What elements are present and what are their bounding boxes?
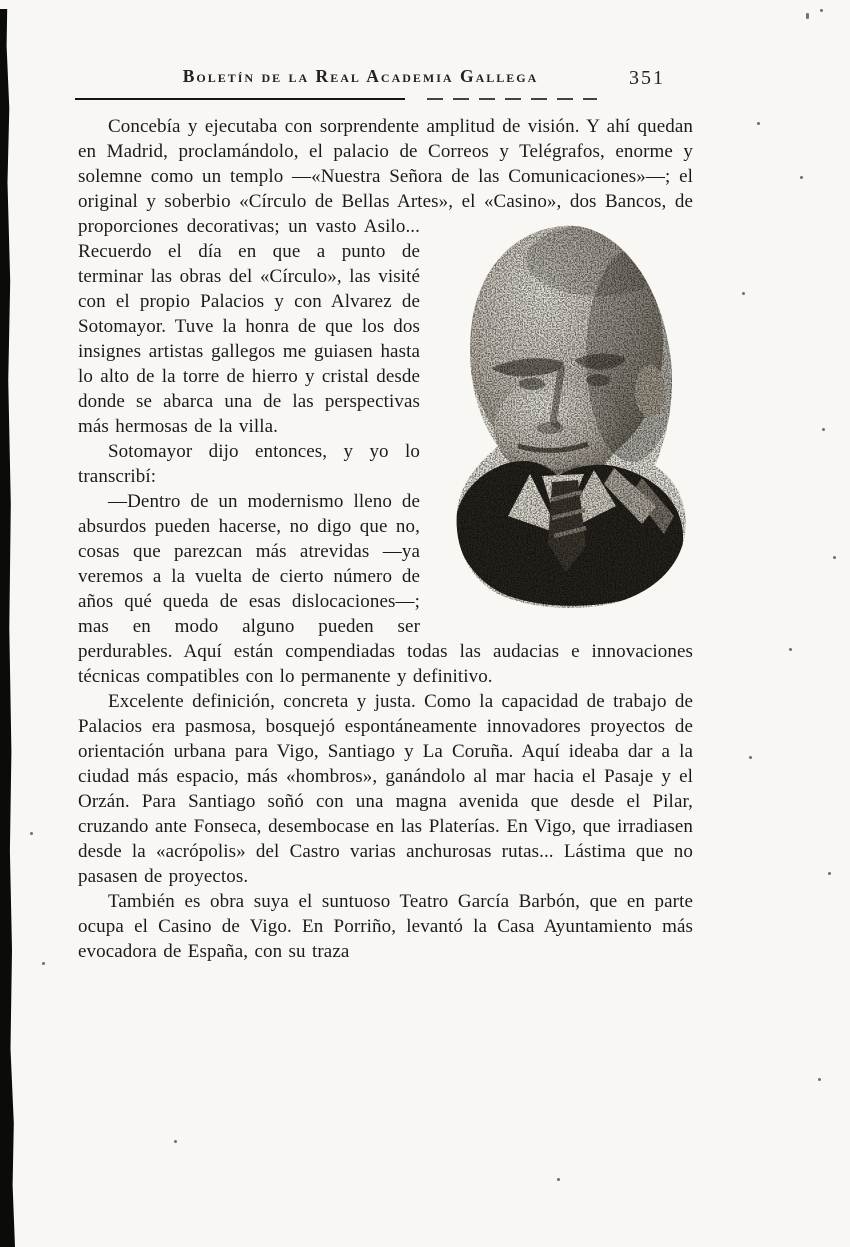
halftone-portrait-icon bbox=[446, 216, 693, 609]
scan-speck bbox=[742, 292, 745, 295]
scan-speck bbox=[806, 13, 809, 19]
scan-speck bbox=[757, 122, 760, 125]
article-body bbox=[78, 114, 693, 964]
scan-speck bbox=[820, 9, 823, 12]
page-number: 351 bbox=[629, 67, 665, 89]
scan-speck bbox=[800, 176, 803, 179]
portrait-photo bbox=[446, 216, 693, 609]
paragraph-1 bbox=[78, 114, 693, 439]
header-rule bbox=[75, 98, 597, 101]
scanner-edge-artifact bbox=[0, 9, 15, 1247]
journal-title: Boletín de la Real Academia Gallega bbox=[182, 66, 539, 86]
paragraph-1-text-before-photo: Concebía y ejecutaba con sorprendente amplitud de visión. Y ahí quedan en Madrid, proclamándolo, el palacio de Correos y Telégrafos, enorme y solemne como un templo —«Nuestra Señora de las Comunicaciones»—; el original y soberbio «Círculo de Bellas Artes», el «Casino», dos Bancos, de proporciones decorativas; bbox=[78, 116, 693, 237]
scan-speck bbox=[42, 962, 45, 965]
header-rule-dashed-segment bbox=[427, 98, 597, 100]
paragraph-5: También es obra suya el suntuoso Teatro García Barbón, que en parte ocupa el Casino de Vigo. En Porriño, levantó la Casa Ayuntamiento más evocadora de España, con su traza bbox=[78, 891, 693, 962]
scan-speck bbox=[174, 1140, 177, 1143]
running-head bbox=[78, 66, 693, 94]
paragraph-3: —Dentro de un modernismo lleno de absurdos pueden hacerse, no digo que no, cosas que parezcan más atrevidas —ya veremos a la vuelta de cierto número de años qué queda de esas dislocaciones—; mas en modo alguno pueden ser perdurables. Aquí están compendiadas todas las audacias e innovaciones técnicas compatibles con lo permanente y definitivo. bbox=[78, 491, 693, 687]
paragraph-4: Excelente definición, concreta y justa. Como la capacidad de trabajo de Palacios era pasmosa, bosquejó espontáneamente innovadores proyectos de orientación urbana para Vigo, Santiago y La Coruña. Aquí ideaba dar a la ciudad más espacio, más «hombros», ganándolo al mar hacia el Pasaje y el Orzán. Para Santiago soñó con una magna avenida que desde el Pilar, cruzando ante Fonseca, desembocase en las Platerías. En Vigo, que irradiasen desde la «acrópolis» del Castro varias anchurosas rutas... Lástima que no pasasen de proyectos. bbox=[78, 691, 693, 887]
scan-speck bbox=[749, 756, 752, 759]
scan-speck bbox=[30, 832, 33, 835]
scan-speck bbox=[828, 872, 831, 875]
scan-speck bbox=[789, 648, 792, 651]
scan-speck bbox=[822, 428, 825, 431]
scan-speck bbox=[557, 1178, 560, 1181]
header-rule-solid-segment bbox=[75, 98, 405, 100]
scan-speck bbox=[833, 556, 836, 559]
paragraph-2: Sotomayor dijo entonces, y yo lo transcribí: bbox=[78, 441, 420, 487]
scan-speck bbox=[818, 1078, 821, 1081]
paragraph-1-text-after-photo: un vasto Asilo... Recuerdo el día en que a punto de terminar las obras del «Círculo», las visité con el propio Palacios y con Alvarez de Sotomayor. Tuve la honra de que los dos insignes artistas gallegos me guiasen hasta lo alto de la torre de hierro y cristal desde donde se abarca una de las perspectivas más hermosas de la villa. bbox=[78, 216, 420, 437]
